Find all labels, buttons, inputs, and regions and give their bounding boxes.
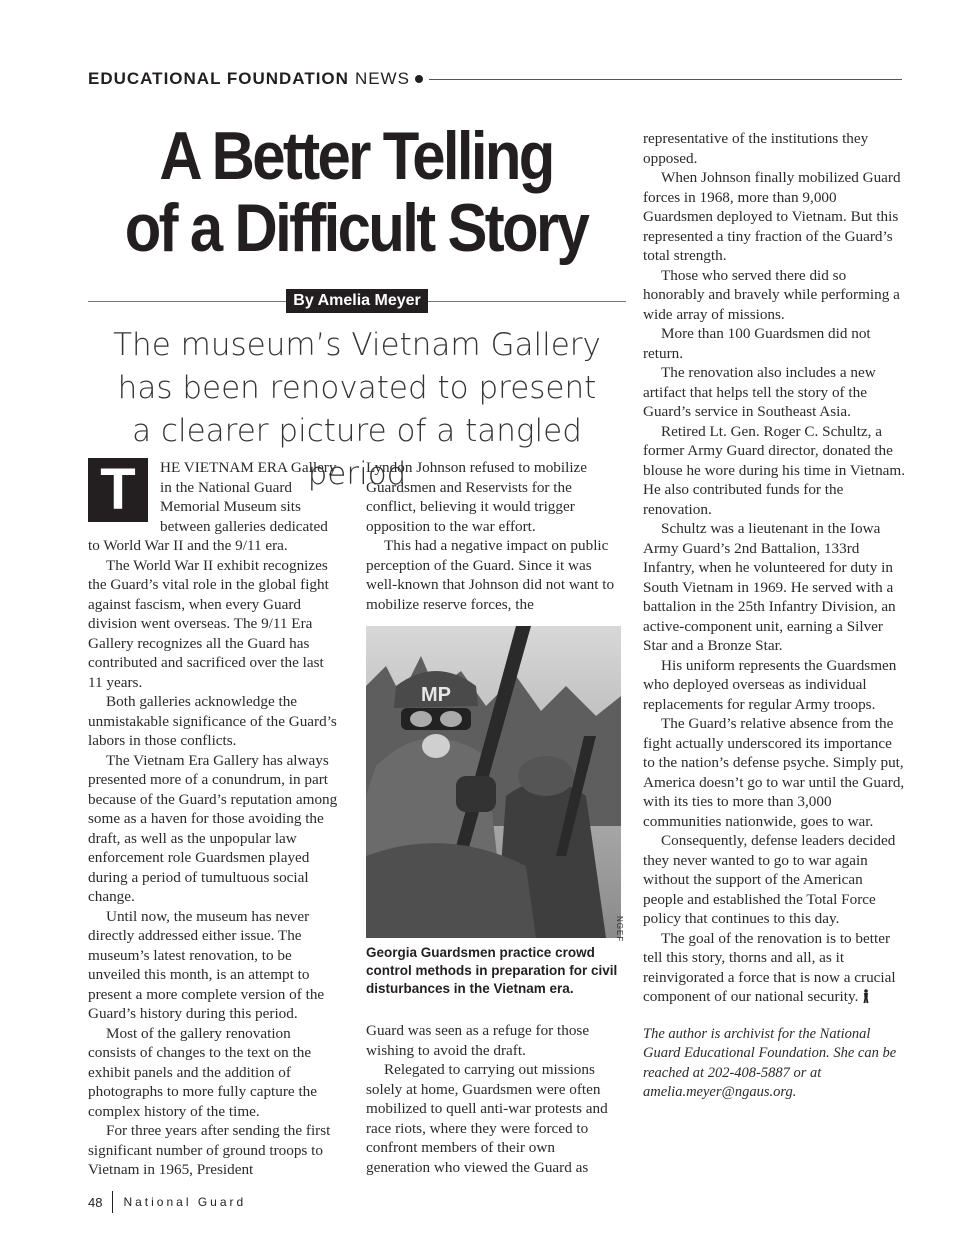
deck-line: The museum’s Vietnam Gallery (113, 327, 601, 363)
headline (118, 120, 593, 264)
paragraph-final (643, 929, 905, 1007)
section-header (88, 66, 902, 92)
paragraph: HE VIETNAM ERA Gallery in the National Guard Memorial Museum sits between galleries dedicated to World War II and the 9/11 era. (88, 459, 337, 554)
paragraph: Guard was seen as a refuge for those wishing to avoid the draft. (366, 1022, 590, 1059)
section-label: EDUCATIONAL FOUNDATION (88, 69, 349, 88)
bullet-dot-icon (415, 75, 423, 83)
drop-cap: T (88, 458, 148, 522)
page-number: 48 (88, 1194, 103, 1210)
paragraph: The Guard’s relative absence from the fight actually underscored its importance to the nation’s defense psyche. Simply put, America doesn’t go to war until the Guard, with its ties to more than 3,000 communities nationwide, goes to war. (643, 715, 905, 830)
paragraph: Consequently, defense leaders decided they never wanted to go to war again without the support of the American people and established the Total Force policy that continues to this day. (643, 832, 896, 927)
publication-name: National Guard (123, 1195, 247, 1209)
deck-line: has been renovated to present (117, 370, 597, 406)
svg-text:MP: MP (421, 684, 451, 706)
paragraph: More than 100 Guardsmen did not return. (643, 325, 871, 362)
headline-line: A Better Telling (159, 118, 553, 194)
byline-rule (88, 301, 286, 302)
section-suffix: NEWS (354, 69, 410, 88)
paragraph: Until now, the museum has never directly addressed either issue. The museum’s latest renovation, to be unveiled this month, is an attempt to present a more complete version of the Guard’s history during this period. (88, 907, 325, 1022)
author-note: The author is archivist for the National Guard Educational Foundation. She can be reached at 202-408-5887 or at amelia.meyer@ngaus.org. (643, 1025, 897, 1100)
deck-line: a clearer picture of a tangled period (132, 413, 582, 492)
paragraph: The renovation also includes a new artifact that helps tell the story of the Guard’s service in Southeast Asia. (643, 364, 876, 420)
column-2-top (366, 458, 622, 614)
photo-illustration (366, 626, 621, 938)
paragraph: Both galleries acknowledge the unmistakable significance of the Guard’s labors in those conflicts. (88, 693, 337, 749)
header-rule (429, 79, 902, 80)
paragraph: Most of the gallery renovation consists of changes to the text on the exhibit panels and the addition of photographs to more fully capture the complex history of the time. (88, 1024, 318, 1120)
headline-line: of a Difficult Story (124, 190, 588, 266)
paragraph: Those who served there did so honorably and bravely while performing a wide array of missions. (643, 266, 900, 323)
paragraph: This had a negative impact on public perception of the Guard. Since it was well-known that Johnson did not want to mobilize reserve forces, the (366, 537, 615, 613)
byline-row (88, 288, 626, 314)
paragraph: representative of the institutions they opposed. (643, 130, 869, 167)
paragraph: Relegated to carrying out missions solely at home, Guardsmen were often mobilized to quell anti-war protests and race riots, where they were forced to confront members of their own generation who viewed the Guard as (366, 1061, 608, 1176)
page-footer (88, 1190, 246, 1214)
paragraph: Retired Lt. Gen. Roger C. Schultz, a former Army Guard director, donated the blouse he wore during his time in Vietnam. He also contributed funds for the renovation. (643, 422, 906, 518)
paragraph: The Vietnam Era Gallery has always presented more of a conundrum, in part because of the Guard’s reputation among some as a haven for those avoiding the draft, as well as the unpopular law enforcement role Guardsmen played during a period of tumultuous social change. (88, 751, 338, 905)
paragraph: For three years after sending the first significant number of ground troops to Vietnam in 1965, President (88, 1122, 331, 1178)
photo-caption: Georgia Guardsmen practice crowd control methods in preparation for civil disturbances in the Vietnam era. (366, 945, 618, 996)
byline: By Amelia Meyer (286, 289, 427, 313)
column-1 (88, 458, 342, 1180)
paragraph-text: The goal of the renovation is to better tell this story, thorns and all, as it reinvigorated a force that is now a crucial component of our national security. (643, 929, 896, 1005)
guardsmen-photo (366, 626, 621, 938)
end-mark-icon (862, 989, 870, 1003)
column-3 (643, 129, 905, 1103)
column-2-bottom (366, 1021, 622, 1177)
paragraph: The World War II exhibit recognizes the Guard’s vital role in the global fight against fascism, when every Guard division went overseas. The 9/11 Era Gallery recognizes all the Guard has contributed and sacrificed over the last 11 years. (88, 556, 329, 691)
paragraph: His uniform represents the Guardsmen who deployed overseas as individual replacements for regular Army troops. (643, 656, 897, 713)
byline-rule (428, 301, 626, 302)
photo-credit: NGEF (615, 916, 624, 943)
paragraph: Schultz was a lieutenant in the Iowa Army Guard’s 2nd Battalion, 133rd Infantry, when he volunteered for duty in South Vietnam in 1969. He served with a battalion in the 25th Infantry Division, an active-component unit, earning a Silver Star and a Bronze Star. (643, 520, 896, 654)
paragraph: When Johnson finally mobilized Guard forces in 1968, more than 9,000 Guardsmen deployed to Vietnam. But this represented a tiny fraction of the Guard’s total strength. (643, 169, 901, 264)
paragraph: Lyndon Johnson refused to mobilize Guardsmen and Reservists for the conflict, believing it would trigger opposition to the war effort. (366, 459, 588, 535)
footer-divider (112, 1191, 113, 1213)
